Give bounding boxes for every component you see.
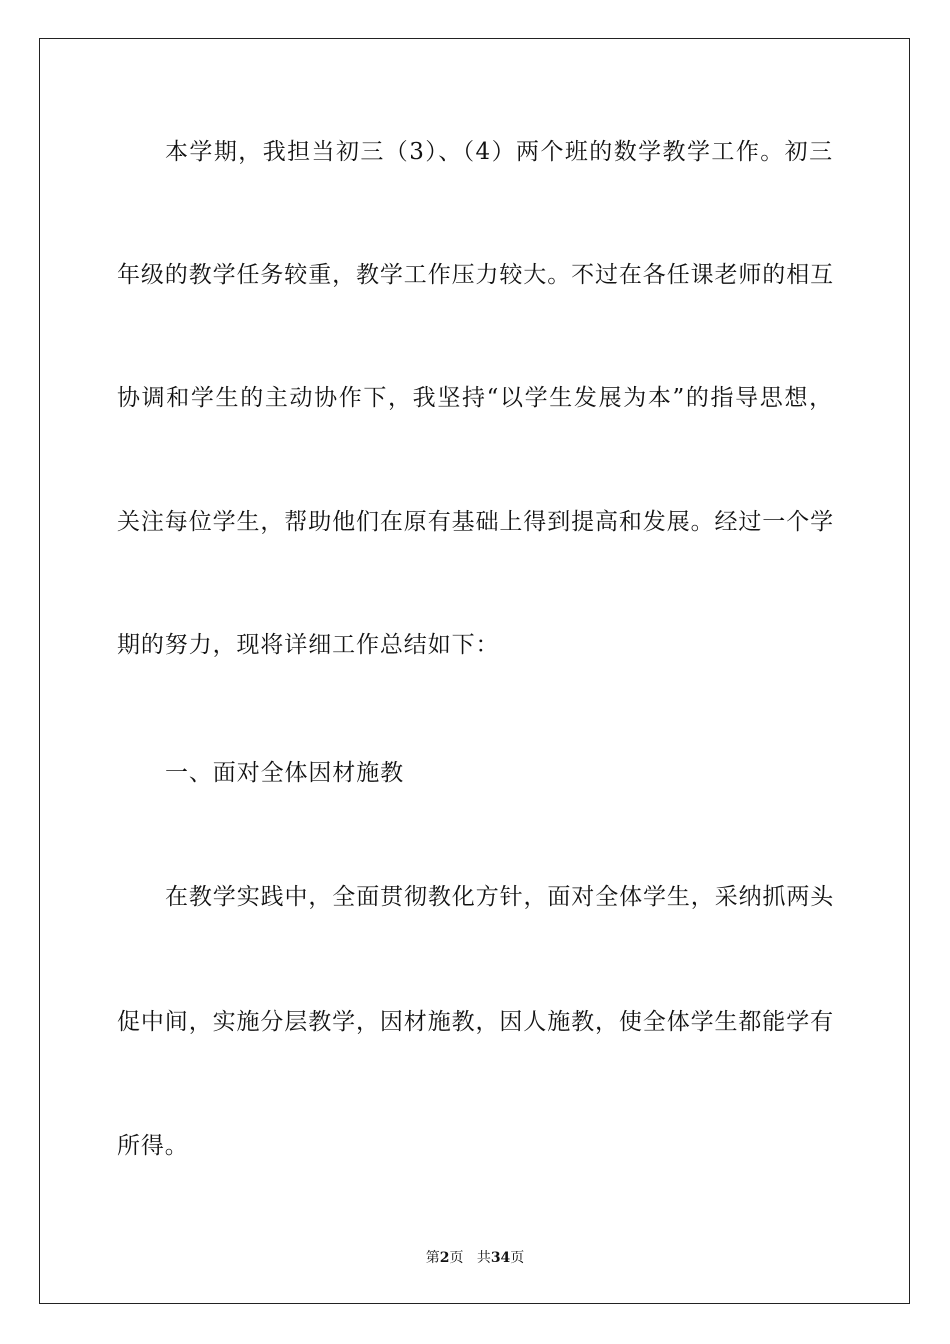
body-text-line: 在教学实践中，全面贯彻教化方针，面对全体学生，采纳抓两头 xyxy=(165,884,835,910)
page-border xyxy=(39,38,910,1304)
total-prefix: 共 xyxy=(476,1250,491,1266)
page-footer xyxy=(0,1247,950,1267)
body-text-line: 年级的教学任务较重，教学工作压力较大。不过在各任课老师的相互 xyxy=(117,262,834,288)
body-text-line: 所得。 xyxy=(117,1133,189,1159)
body-text-line: 关注每位学生，帮助他们在原有基础上得到提高和发展。经过一个学 xyxy=(117,509,834,535)
total-suffix: 页 xyxy=(510,1250,525,1266)
section-heading: 一、面对全体因材施教 xyxy=(165,760,404,786)
page-number: 2 xyxy=(439,1250,450,1266)
body-text-line: 协调和学生的主动协作下，我坚持“以学生发展为本”的指导思想， xyxy=(117,385,833,411)
page-suffix: 页 xyxy=(449,1250,464,1266)
body-text-line: 促中间，实施分层教学，因材施教，因人施教，使全体学生都能学有 xyxy=(117,1009,834,1035)
total-pages: 34 xyxy=(490,1250,511,1266)
body-text-line: 本学期，我担当初三（3）、（4）两个班的数学教学工作。初三 xyxy=(165,139,833,165)
body-text-line: 期的努力，现将详细工作总结如下： xyxy=(117,632,500,658)
page-prefix: 第 xyxy=(425,1250,440,1266)
